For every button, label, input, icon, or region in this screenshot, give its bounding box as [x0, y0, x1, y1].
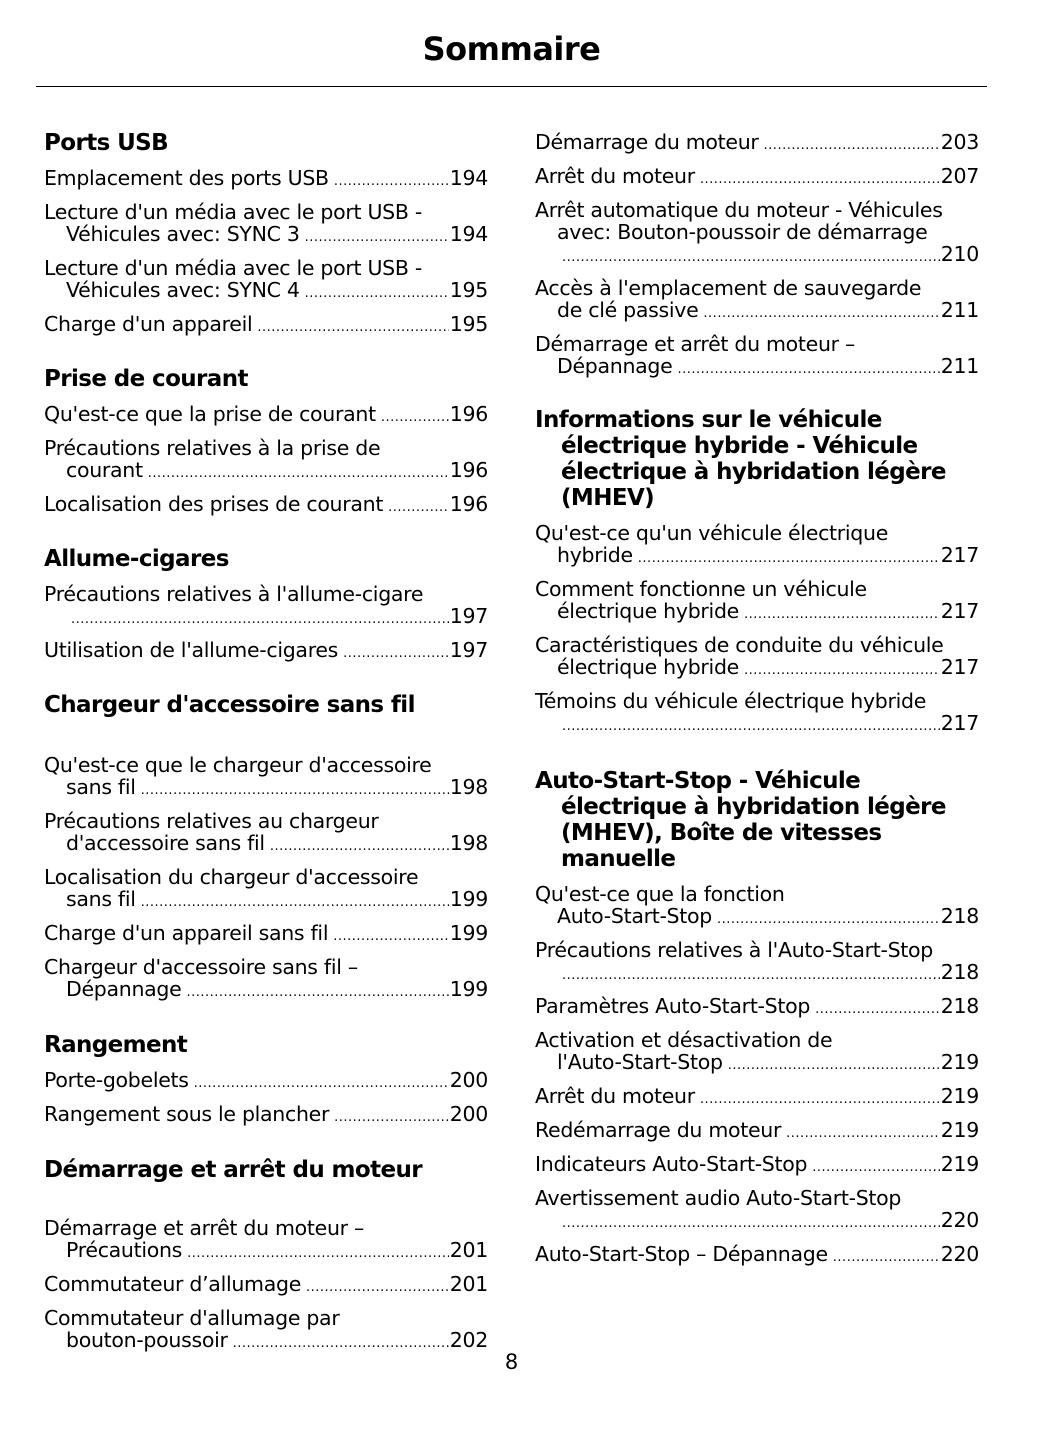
toc-entry[interactable]: [535, 690, 979, 738]
section-title: Démarrage et arrêt du moteur: [44, 1157, 422, 1183]
entry-page-number: 207: [940, 164, 979, 188]
entry-text: avec: Bouton-poussoir de démarrage: [557, 220, 928, 244]
entry-text: de clé passive: [557, 298, 699, 322]
toc-left-column: [44, 130, 488, 1363]
toc-entry[interactable]: [535, 131, 979, 157]
dot-leader: [812, 1153, 940, 1179]
entry-text: Charge d'un appareil sans fil: [44, 921, 329, 945]
section-title: Prise de courant: [44, 366, 248, 392]
entry-page-number: 219: [940, 1084, 979, 1108]
toc-list: [535, 883, 979, 1269]
entry-text: Chargeur d'accessoire sans fil –: [44, 955, 358, 979]
entry-page-number: 217: [940, 711, 979, 735]
dot-leader: [306, 1273, 449, 1299]
entry-text: Témoins du véhicule électrique hybride: [535, 689, 927, 713]
entry-page-number: 200: [449, 1068, 488, 1092]
toc-entry[interactable]: [535, 634, 979, 682]
toc-entry[interactable]: [44, 1307, 488, 1355]
toc-entry[interactable]: [44, 754, 488, 802]
dot-leader: [717, 905, 940, 931]
toc-entry[interactable]: [535, 1119, 979, 1145]
toc-list: [44, 403, 488, 519]
entry-page-number: 211: [940, 298, 979, 322]
section-title: Auto-Start-Stop - Véhicule électrique à hybridation légère (MHEV), Boîte de vitesses manuelle: [535, 768, 946, 872]
entry-text: Démarrage du moteur: [535, 130, 759, 154]
entry-text: Commutateur d’allumage: [44, 1272, 302, 1296]
entry-page-number: 219: [940, 1050, 979, 1074]
entry-page-number: 198: [449, 775, 488, 799]
dot-leader: [71, 605, 449, 631]
toc-entry[interactable]: [535, 939, 979, 987]
dot-leader: [141, 888, 449, 914]
toc-section: [44, 1157, 488, 1355]
dot-leader: [833, 1243, 940, 1269]
entry-page-number: 195: [449, 278, 488, 302]
dot-leader: [562, 712, 940, 738]
entry-page-number: 199: [449, 887, 488, 911]
toc-section: [535, 768, 979, 1269]
toc-entry[interactable]: [44, 313, 488, 339]
section-title: Allume-cigares: [44, 546, 229, 572]
entry-text: Qu'est-ce que la fonction: [535, 882, 785, 906]
toc-entry[interactable]: [44, 922, 488, 948]
entry-text: Précautions relatives à l'Auto-Start-Stop: [535, 938, 933, 962]
toc-entry[interactable]: [44, 1069, 488, 1095]
entry-text: Dépannage: [66, 977, 182, 1001]
toc-list: [44, 167, 488, 339]
entry-text: Avertissement audio Auto-Start-Stop: [535, 1186, 902, 1210]
entry-page-number: 197: [449, 604, 488, 628]
entry-text: l'Auto-Start-Stop: [557, 1050, 723, 1074]
toc-list: [44, 754, 488, 1004]
toc-entry[interactable]: [535, 1187, 979, 1235]
dot-leader: [186, 978, 448, 1004]
entry-page-number: 217: [940, 599, 979, 623]
entry-text: Activation et désactivation de: [535, 1028, 833, 1052]
entry-page-number: 203: [940, 130, 979, 154]
dot-leader: [562, 243, 940, 269]
section-title: Ports USB: [44, 130, 169, 156]
dot-leader: [388, 493, 449, 519]
dot-leader: [334, 167, 449, 193]
entry-text: Charge d'un appareil: [44, 312, 253, 336]
entry-text: Qu'est-ce que la prise de courant: [44, 402, 376, 426]
entry-text: Indicateurs Auto-Start-Stop: [535, 1152, 808, 1176]
toc-entry[interactable]: [44, 201, 488, 249]
entry-page-number: 195: [449, 312, 488, 336]
entry-text: Lecture d'un média avec le port USB -: [44, 256, 422, 280]
dot-leader: [333, 922, 449, 948]
toc-section: [44, 1032, 488, 1129]
toc-entry[interactable]: [535, 1029, 979, 1077]
dot-leader: [194, 1069, 449, 1095]
dot-leader: [700, 165, 940, 191]
entry-text: bouton-poussoir: [66, 1328, 228, 1352]
entry-text: hybride: [557, 543, 633, 567]
entry-text: Caractéristiques de conduite du véhicule: [535, 633, 944, 657]
section-title: Rangement: [44, 1032, 188, 1058]
dot-leader: [728, 1051, 940, 1077]
toc-entry[interactable]: [535, 995, 979, 1021]
dot-leader: [744, 600, 940, 626]
entry-text: Paramètres Auto-Start-Stop: [535, 994, 811, 1018]
entry-page-number: 200: [449, 1102, 488, 1126]
toc-list: [44, 1217, 488, 1355]
entry-text: courant: [66, 458, 143, 482]
entry-text: Rangement sous le plancher: [44, 1102, 330, 1126]
toc-list: [535, 131, 979, 381]
entry-text: Qu'est-ce qu'un véhicule électrique: [535, 521, 889, 545]
entry-text: Porte-gobelets: [44, 1068, 189, 1092]
dot-leader: [703, 299, 939, 325]
entry-text: sans fil: [66, 775, 136, 799]
entry-text: Véhicules avec: SYNC 3: [66, 222, 300, 246]
dot-leader: [786, 1119, 940, 1145]
entry-text: Localisation des prises de courant: [44, 492, 384, 516]
entry-text: Précautions relatives au chargeur: [44, 809, 379, 833]
entry-page-number: 201: [449, 1272, 488, 1296]
toc-entry[interactable]: [535, 199, 979, 269]
toc-entry[interactable]: [535, 333, 979, 381]
entry-page-number: 199: [449, 921, 488, 945]
entry-text: Précautions relatives à la prise de: [44, 436, 381, 460]
entry-page-number: 202: [449, 1328, 488, 1352]
toc-entry[interactable]: [44, 167, 488, 193]
toc-section: [535, 131, 979, 381]
toc-entry[interactable]: [535, 165, 979, 191]
entry-page-number: 218: [940, 994, 979, 1018]
entry-text: Démarrage et arrêt du moteur –: [535, 332, 855, 356]
toc-entry[interactable]: [44, 493, 488, 519]
entry-text: sans fil: [66, 887, 136, 911]
toc-entry[interactable]: [535, 1153, 979, 1179]
entry-page-number: 218: [940, 904, 979, 928]
entry-page-number: 220: [940, 1208, 979, 1232]
toc-right-column: [535, 131, 979, 1277]
entry-text: Précautions relatives à l'allume-cigare: [44, 582, 424, 606]
entry-text: Qu'est-ce que le chargeur d'accessoire: [44, 753, 432, 777]
dot-leader: [148, 459, 449, 485]
toc-entry[interactable]: [535, 883, 979, 931]
toc-entry[interactable]: [44, 639, 488, 665]
entry-text: Arrêt automatique du moteur - Véhicules: [535, 198, 943, 222]
dot-leader: [562, 1209, 940, 1235]
entry-text: Dépannage: [557, 354, 673, 378]
entry-page-number: 219: [940, 1152, 979, 1176]
entry-text: électrique hybride: [557, 599, 739, 623]
dot-leader: [141, 776, 449, 802]
entry-text: Localisation du chargeur d'accessoire: [44, 865, 419, 889]
dot-leader: [381, 403, 449, 429]
dot-leader: [744, 656, 940, 682]
entry-page-number: 199: [449, 977, 488, 1001]
section-title: Informations sur le véhicule électrique hybride - Véhicule électrique à hybridation légère (MHEV): [535, 407, 946, 511]
title-divider: [36, 86, 987, 87]
toc-entry[interactable]: [44, 1273, 488, 1299]
toc-entry[interactable]: [44, 257, 488, 305]
entry-page-number: 197: [449, 638, 488, 662]
section-title: Chargeur d'accessoire sans fil: [44, 692, 415, 718]
entry-page-number: 194: [449, 166, 488, 190]
toc-entry[interactable]: [535, 277, 979, 325]
entry-text: Accès à l'emplacement de sauvegarde: [535, 276, 922, 300]
toc-entry[interactable]: [535, 1243, 979, 1269]
page-number: 8: [504, 1350, 519, 1374]
entry-text: Auto-Start-Stop – Dépannage: [535, 1242, 828, 1266]
entry-page-number: 211: [940, 354, 979, 378]
entry-page-number: 196: [449, 402, 488, 426]
entry-page-number: 218: [940, 960, 979, 984]
toc-entry[interactable]: [44, 1217, 488, 1265]
entry-text: Précautions: [66, 1238, 183, 1262]
toc-entry[interactable]: [44, 437, 488, 485]
entry-text: Démarrage et arrêt du moteur –: [44, 1216, 364, 1240]
entry-text: électrique hybride: [557, 655, 739, 679]
entry-text: Arrêt du moteur: [535, 1084, 695, 1108]
dot-leader: [257, 313, 448, 339]
dot-leader: [638, 544, 940, 570]
dot-leader: [334, 1103, 449, 1129]
toc-list: [44, 1069, 488, 1129]
toc-list: [44, 583, 488, 665]
dot-leader: [815, 995, 940, 1021]
toc-entry[interactable]: [44, 1103, 488, 1129]
toc-entry[interactable]: [535, 522, 979, 570]
entry-page-number: 198: [449, 831, 488, 855]
toc-section: [44, 130, 488, 339]
dot-leader: [305, 223, 449, 249]
entry-page-number: 196: [449, 492, 488, 516]
page-title: Sommaire: [422, 30, 601, 68]
dot-leader: [305, 279, 449, 305]
entry-text: Arrêt du moteur: [535, 164, 695, 188]
toc-section: [44, 366, 488, 519]
toc-list: [535, 522, 979, 738]
entry-text: Utilisation de l'allume-cigares: [44, 638, 339, 662]
entry-text: Véhicules avec: SYNC 4: [66, 278, 300, 302]
entry-page-number: 217: [940, 543, 979, 567]
entry-page-number: 210: [940, 242, 979, 266]
entry-page-number: 220: [940, 1242, 979, 1266]
toc-entry[interactable]: [44, 956, 488, 1004]
toc-entry[interactable]: [44, 583, 488, 631]
entry-page-number: 217: [940, 655, 979, 679]
toc-entry[interactable]: [44, 810, 488, 858]
toc-section: [535, 407, 979, 738]
dot-leader: [677, 355, 939, 381]
dot-leader: [343, 639, 449, 665]
entry-page-number: 201: [449, 1238, 488, 1262]
entry-text: Commutateur d'allumage par: [44, 1306, 340, 1330]
dot-leader: [187, 1239, 449, 1265]
entry-page-number: 194: [449, 222, 488, 246]
toc-entry[interactable]: [535, 1085, 979, 1111]
entry-page-number: 219: [940, 1118, 979, 1142]
toc-entry[interactable]: [44, 403, 488, 429]
dot-leader: [562, 961, 940, 987]
dot-leader: [764, 131, 940, 157]
toc-section: [44, 546, 488, 665]
toc-entry[interactable]: [44, 866, 488, 914]
entry-text: Auto-Start-Stop: [557, 904, 712, 928]
entry-text: d'accessoire sans fil: [66, 831, 265, 855]
dot-leader: [700, 1085, 940, 1111]
entry-text: Lecture d'un média avec le port USB -: [44, 200, 422, 224]
entry-page-number: 196: [449, 458, 488, 482]
entry-text: Comment fonctionne un véhicule: [535, 577, 867, 601]
dot-leader: [270, 832, 449, 858]
entry-text: Emplacement des ports USB: [44, 166, 329, 190]
toc-entry[interactable]: [535, 578, 979, 626]
toc-section: [44, 692, 488, 1004]
entry-text: Redémarrage du moteur: [535, 1118, 782, 1142]
